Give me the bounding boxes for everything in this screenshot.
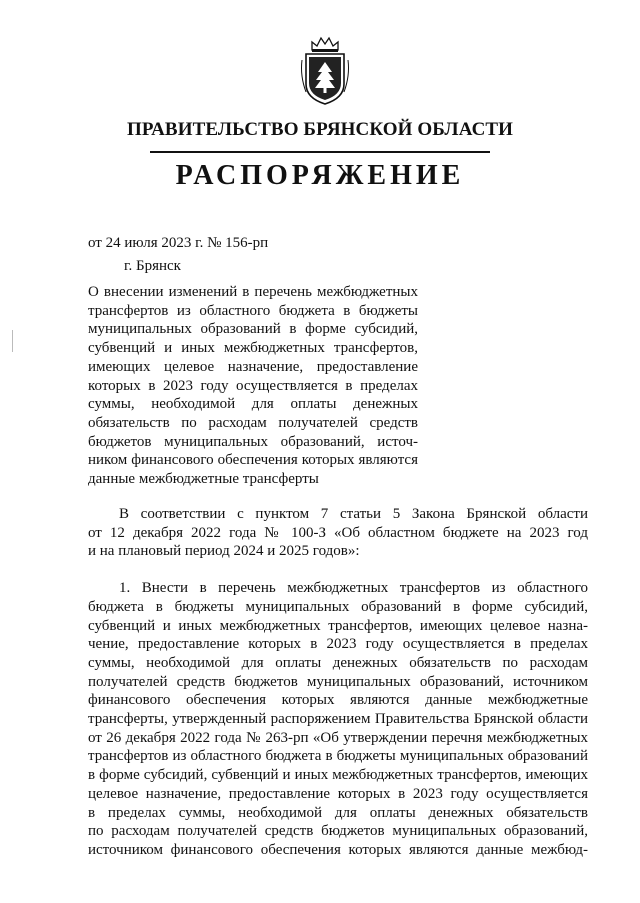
body-line: бюджета в бюджеты муниципальных образований в форме субсидий, [88, 598, 588, 615]
document-city: г. Брянск [124, 258, 181, 274]
body-line: чение, предоставление которых в 2023 году осуществляется в пределах [88, 636, 588, 653]
document-type-title: РАСПОРЯЖЕНИЕ [175, 160, 465, 191]
subject-line: субвенций и иных межбюджетных трансфертов, [88, 340, 418, 357]
subject-line: суммы, необходимой для оплаты денежных [88, 396, 418, 413]
organization-title: ПРАВИТЕЛЬСТВО БРЯНСКОЙ ОБЛАСТИ [126, 119, 514, 140]
margin-mark [12, 330, 13, 352]
subject-line: трансфертов из областного бюджета в бюджеты [88, 302, 418, 319]
subject-line: данные межбюджетные трансферты [88, 471, 319, 488]
subject-line: которых в 2023 году осуществляется в пределах [88, 377, 418, 394]
body-line: и на плановый период 2024 и 2025 годов»: [88, 543, 360, 560]
body-line: в форме субсидий, субвенций и иных межбюджетных трансфертов, имеющих [88, 767, 588, 784]
body-line: трансферты, утвержденный распоряжением Правительства Брянской области [88, 711, 588, 728]
body-line: от 26 декабря 2022 года № 263-рп «Об утверждении перечня межбюджетных [88, 729, 588, 746]
document-body [88, 505, 588, 860]
body-line: по расходам получателей средств бюджетов муниципальных образований, [88, 823, 588, 840]
document-subject [88, 283, 418, 489]
body-line: в пределах суммы, необходимой для оплаты денежных обязательств [88, 804, 588, 821]
body-line: трансфертов из областного бюджета в бюджеты муниципальных образований [88, 748, 588, 765]
document-date-number: от 24 июля 2023 г. № 156-рп [88, 235, 269, 251]
subject-line: муниципальных образований в форме субсидий, [88, 321, 418, 338]
bryansk-coat-of-arms-icon [298, 36, 352, 108]
subject-line: обязательств по расходам получателей средств [88, 414, 418, 431]
header-divider [150, 151, 490, 153]
subject-line: имеющих целевое назначение, предоставление [88, 358, 418, 375]
body-line: источником финансового обеспечения которых являются данные межбюд- [88, 841, 588, 858]
subject-line: ником финансового обеспечения которых являются [88, 452, 418, 469]
body-line: субвенций и иных межбюджетных трансфертов, имеющих целевое назна- [88, 617, 588, 634]
subject-line: бюджетов муниципальных образований, источ- [88, 433, 418, 450]
body-line: целевое назначение, предоставление которых в 2023 году осуществляется [88, 785, 588, 802]
item-1-paragraph [88, 579, 588, 860]
body-line: суммы, необходимой для оплаты денежных обязательств по расходам [88, 654, 588, 671]
body-line: получателей средств бюджетов муниципальных образований, источником [88, 673, 588, 690]
body-line: финансового обеспечения которых являются данные межбюджетные [88, 692, 588, 709]
body-line: В соответствии с пунктом 7 статьи 5 Закона Брянской области [119, 506, 588, 522]
subject-line: О внесении изменений в перечень межбюджетных [88, 284, 418, 300]
body-line: 1. Внести в перечень межбюджетных трансфертов из областного [119, 580, 588, 597]
body-line: от 12 декабря 2022 года № 100-З «Об областном бюджете на 2023 год [88, 524, 588, 541]
preamble-paragraph [88, 505, 588, 561]
